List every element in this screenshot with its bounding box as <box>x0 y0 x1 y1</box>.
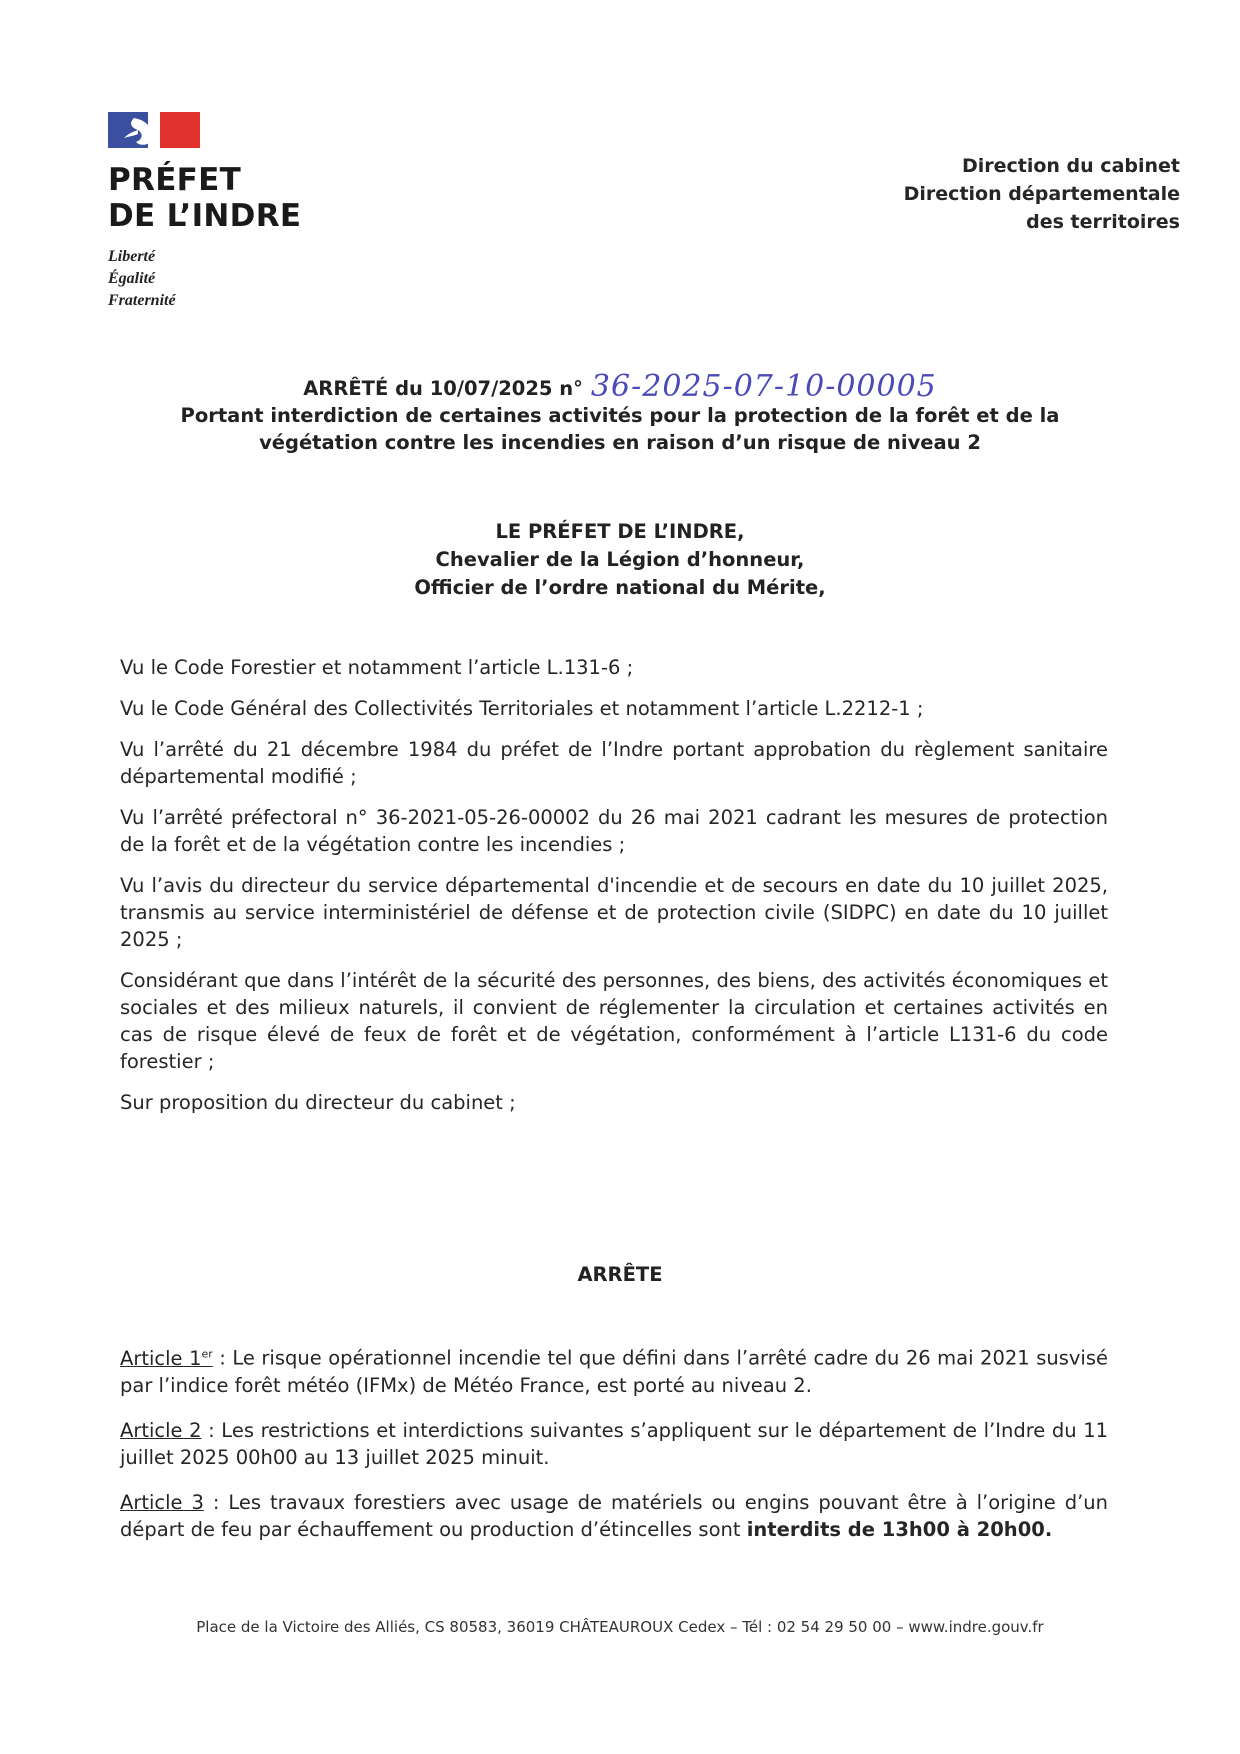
visas-section <box>120 654 1108 1130</box>
article-3-bold-text: interdits de 13h00 à 20h00. <box>746 1517 1053 1541</box>
prefet-title-line1: PRÉFET <box>108 162 242 198</box>
article-3-label: Article 3 <box>120 1490 204 1514</box>
prefet-title-line2: DE L’INDRE <box>108 198 302 234</box>
marianne-flag-icon <box>108 112 200 148</box>
arrete-title <box>80 369 1160 456</box>
article-1-text: : Le risque opérationnel incendie tel que défini dans l’arrêté cadre du 26 mai 2021 susvisé par l’indice forêt météo (IFMx) de Météo France, est porté au niveau 2. <box>120 1346 1108 1397</box>
article-1-label: Article 1er <box>120 1346 213 1370</box>
article-2 <box>120 1417 1108 1471</box>
visa-paragraph: Vu l’arrêté préfectoral n° 36-2021-05-26-00002 du 26 mai 2021 cadrant les mesures de protection de la forêt et de la végétation contre les incendies ; <box>120 806 1108 856</box>
considerant-paragraph: Considérant que dans l’intérêt de la sécurité des personnes, des biens, des activités économiques et sociales et des milieux naturels, il convient de réglementer la circulation et certaines activités en cas de risque élevé de feux de forêt et de végétation, conformément à l’article L131-6 du code forestier ; <box>120 969 1108 1073</box>
direction-line: Direction départementale <box>903 183 1180 205</box>
page-footer-address: Place de la Victoire des Alliés, CS 80583, 36019 CHÂTEAUROUX Cedex – Tél : 02 54 29 50 00 – www.indre.gouv.fr <box>196 1618 1044 1636</box>
prefecture-logo <box>108 112 368 312</box>
direction-line: des territoires <box>1026 211 1180 233</box>
article-2-text: : Les restrictions et interdictions suivantes s’appliquent sur le département de l’Indre du 11 juillet 2025 00h00 au 13 juillet 2025 minuit. <box>120 1418 1109 1469</box>
direction-line: Direction du cabinet <box>961 155 1180 177</box>
article-2-label: Article 2 <box>120 1418 202 1442</box>
arrete-subject-line2: végétation contre les incendies en raison d’un risque de niveau 2 <box>259 431 981 454</box>
issuing-directions <box>904 152 1180 236</box>
article-1 <box>120 1340 1108 1399</box>
visa-paragraph: Vu le Code Général des Collectivités Territoriales et notamment l’article L.2212-1 ; <box>120 697 924 720</box>
articles-section <box>120 1340 1108 1561</box>
republic-motto <box>108 246 368 312</box>
prefet-title <box>108 162 368 234</box>
article-3 <box>120 1489 1108 1543</box>
visa-paragraph: Vu l’avis du directeur du service départemental d'incendie et de secours en date du 10 juillet 2025, transmis au service interministériel de défense et de protection civile (SIDPC) en date du 10 juillet 2025 ; <box>120 874 1108 951</box>
motto-liberte: Liberté <box>108 248 156 265</box>
prefet-heading-line: Officier de l’ordre national du Mérite, <box>414 576 826 599</box>
prefet-heading <box>80 518 1160 602</box>
article-3-text: : Les travaux forestiers avec usage de matériels ou engins pouvant être à l’origine d’un départ de feu par échauffement ou production d’étincelles sont <box>120 1490 1108 1541</box>
motto-egalite: Égalité <box>108 270 156 287</box>
prefet-heading-line: Chevalier de la Légion d’honneur, <box>435 548 805 571</box>
visa-paragraph: Vu le Code Forestier et notamment l’article L.131-6 ; <box>120 656 634 679</box>
arrete-subject-line1: Portant interdiction de certaines activités pour la protection de la forêt et de la <box>180 404 1060 427</box>
visa-paragraph: Vu l’arrêté du 21 décembre 1984 du préfet de l’Indre portant approbation du règlement sanitaire départemental modifié ; <box>120 738 1108 788</box>
prefet-heading-line: LE PRÉFET DE L’INDRE, <box>495 520 745 543</box>
arrete-heading: ARRÊTE <box>577 1263 663 1286</box>
arrete-label: ARRÊTÉ du 10/07/2025 n° <box>303 377 583 400</box>
proposition-paragraph: Sur proposition du directeur du cabinet ; <box>120 1091 516 1114</box>
motto-fraternite: Fraternité <box>108 292 176 309</box>
handwritten-arrete-number: 36-2025-07-10-00005 <box>590 369 937 404</box>
